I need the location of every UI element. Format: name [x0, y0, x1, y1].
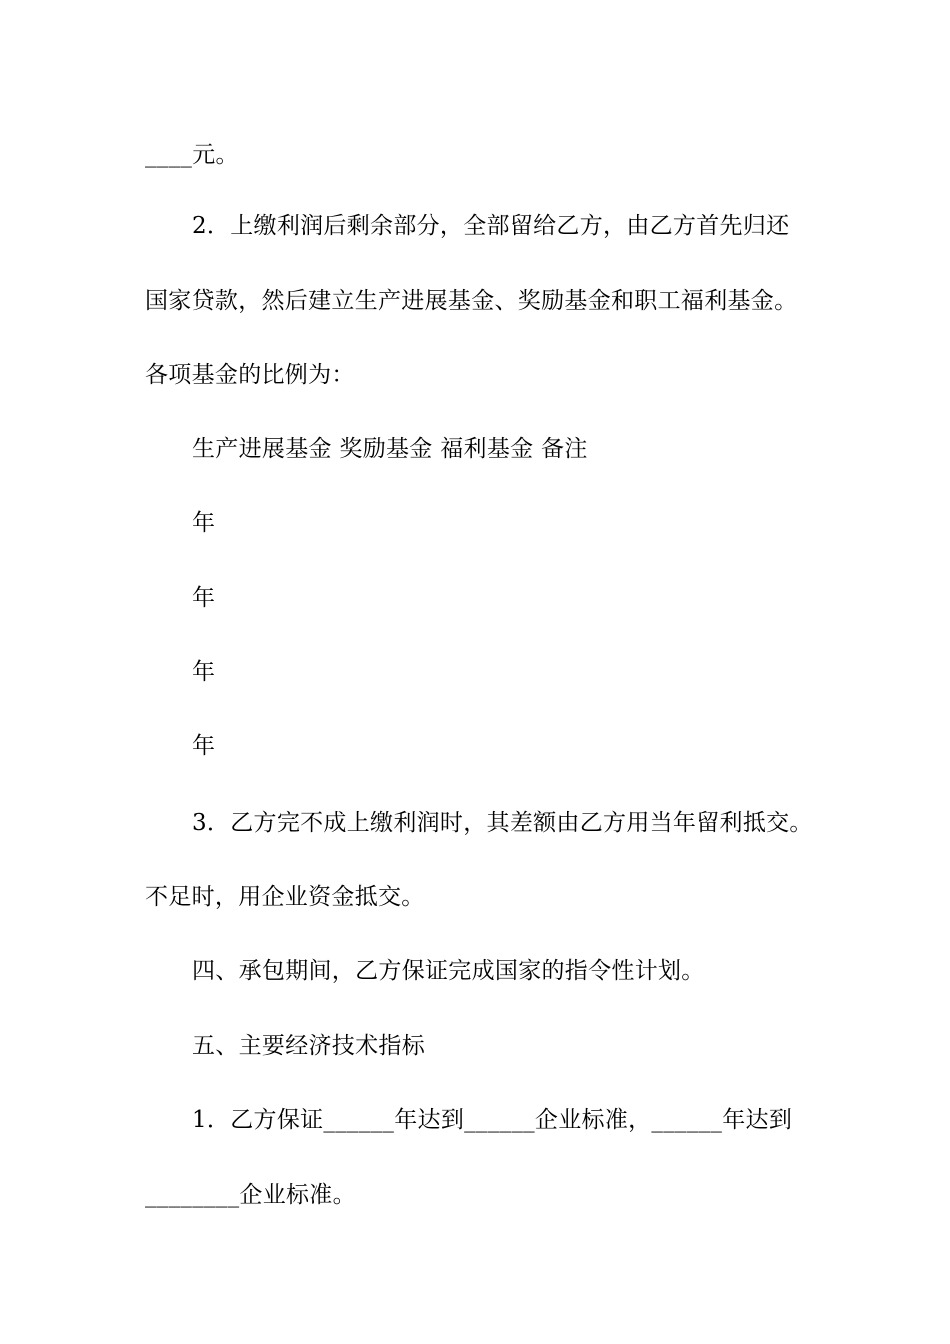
- text-line-3: 国家贷款，然后建立生产进展基金、奖励基金和职工福利基金。: [145, 288, 798, 314]
- fund-row-2: 年: [192, 585, 216, 611]
- fund-table-header: 生产进展基金 奖励基金 福利基金 备注: [192, 436, 588, 462]
- text-line-2: 2．上缴利润后剩余部分，全部留给乙方，由乙方首先归还: [192, 213, 790, 239]
- fund-row-4: 年: [192, 733, 216, 759]
- text-line-15: ________企业标准。: [145, 1182, 356, 1208]
- fund-row-1: 年: [192, 510, 216, 536]
- text-line-4: 各项基金的比例为：: [145, 362, 355, 388]
- text-line-10: 3．乙方完不成上缴利润时，其差额由乙方用当年留利抵交。: [192, 810, 813, 836]
- text-line-11: 不足时，用企业资金抵交。: [145, 884, 425, 910]
- text-line-1: ____元。: [145, 142, 239, 168]
- text-line-14: 1．乙方保证______年达到______企业标准，______年达到: [192, 1107, 793, 1133]
- section-five-heading: 五、主要经济技术指标: [192, 1033, 425, 1059]
- fund-row-3: 年: [192, 659, 216, 685]
- section-four-heading: 四、承包期间，乙方保证完成国家的指令性计划。: [192, 958, 705, 984]
